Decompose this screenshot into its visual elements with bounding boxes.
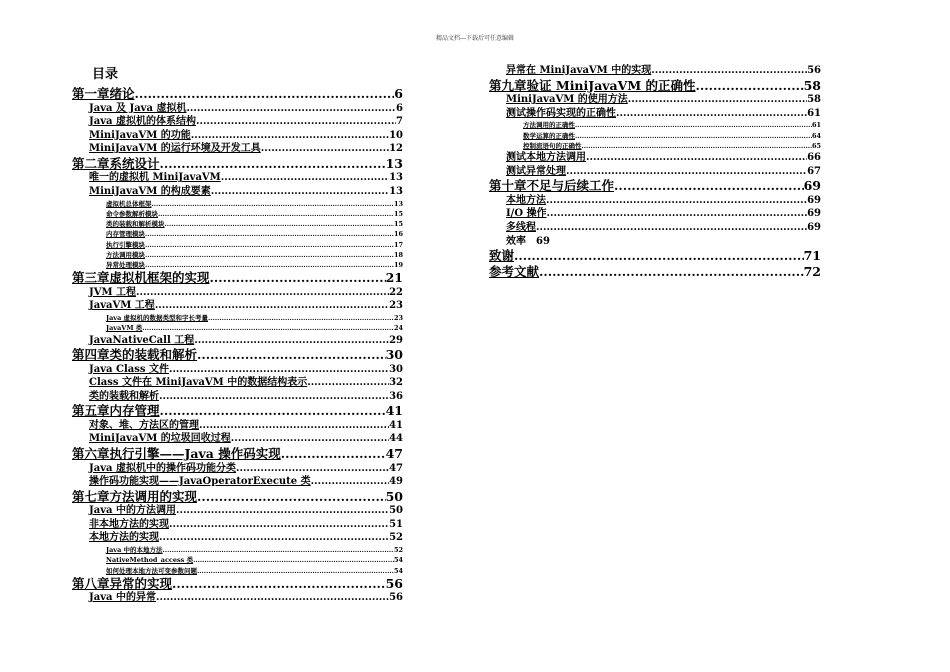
toc-entry-title: 方法调用的正确性 [523,121,575,130]
toc-chapter-link[interactable] [72,403,403,419]
toc-page-number: 58 [803,77,821,93]
toc-page-number: 16 [393,230,403,239]
toc-leader-dots [696,78,804,94]
toc-leader-dots [211,185,389,199]
toc-entry-title: 测试操作码实现的正确性 [506,107,616,119]
toc-section-link[interactable] [72,591,403,605]
toc-entry-title: Java 中的本地方法 [106,546,163,555]
toc-entry-title: 对象、堆、方法区的管理 [89,419,199,431]
toc-leader-dots [169,518,389,532]
toc-entry-title: Java 中的方法调用 [89,505,176,517]
toc-entry-title: 唯一的虚拟机 MiniJavaVM [89,172,221,184]
toc-leader-dots [547,207,808,221]
toc-entry-title: 控制流语句的正确性 [523,141,582,150]
toc-leader-dots [172,576,386,592]
toc-subsection-link[interactable] [72,209,403,219]
toc-leader-dots [186,102,396,116]
toc-leader-dots [546,194,807,208]
toc-section-link[interactable] [72,518,403,532]
toc-subsection-link[interactable] [72,566,403,576]
toc-section-link[interactable] [72,462,403,476]
toc-section-link[interactable] [489,221,821,235]
toc-chapter-link[interactable] [72,347,403,363]
toc-entry-title: 操作码功能实现——JavaOperatorExecute 类 [89,476,311,488]
toc-right-column [489,64,821,279]
toc-page-number: 15 [393,220,403,229]
toc-chapter-link[interactable] [72,270,403,286]
toc-entry-title: MiniJavaVM 的构成要素 [89,185,211,197]
toc-leader-dots [586,151,807,165]
toc-subsection-link[interactable] [72,199,403,209]
toc-page-number: 71 [803,248,821,264]
toc-entry-title: 如何处理本地方法可变参数问题 [106,566,197,575]
toc-subsection-link[interactable] [72,229,403,239]
toc-leader-dots [651,64,807,78]
toc-leader-dots [163,545,394,555]
toc-leader-dots [197,489,386,505]
toc-entry-title: Java 虚拟机的体系结构 [89,116,196,128]
toc-leader-dots [196,115,396,129]
toc-leader-dots [261,142,389,156]
toc-subsection-link[interactable] [72,313,403,323]
toc-chapter-link[interactable] [489,78,821,94]
toc-entry-title: Class 文件在 MiniJavaVM 中的数据结构表示 [89,377,308,389]
toc-page-number: 47 [389,462,403,474]
toc-entry-title: 第八章异常的实现 [72,575,173,591]
toc-leader-dots [236,462,389,476]
toc-leader-dots [145,260,394,270]
toc-leader-dots [616,107,807,121]
toc-entry-title: 类的装载和解析模块 [106,220,165,229]
toc-leader-dots [575,131,812,141]
toc-page-number: 69 [807,208,821,220]
toc-page-number: 69 [807,221,821,233]
toc-section-link[interactable] [489,107,821,121]
toc-leader-dots [165,219,394,229]
toc-page-number: 69 [807,194,821,206]
toc-entry-title: 第三章虚拟机框架的实现 [72,270,210,286]
toc-page-number: 51 [389,518,403,530]
toc-leader-dots [514,248,804,264]
page-header-note: 精品文档---下载后可任意编辑 [435,35,515,42]
toc-leader-dots [199,419,389,433]
toc-section-link[interactable] [72,475,403,489]
toc-page-number: 12 [389,143,403,155]
toc-page-number: 61 [811,121,821,130]
toc-subsection-link[interactable] [489,141,821,151]
toc-entry-title: Java 及 Java 虚拟机 [89,102,187,114]
toc-section-link[interactable] [72,142,403,156]
toc-leader-dots [152,199,394,209]
toc-page-number: 52 [389,532,403,544]
toc-entry-title: 非本地方法的实现 [89,518,169,530]
toc-leader-dots [145,250,394,260]
toc-leader-dots [582,141,812,151]
toc-section-link[interactable] [489,194,821,208]
toc-section-link[interactable] [72,286,403,300]
toc-leader-dots [160,156,386,172]
toc-page-number: 24 [393,324,403,333]
toc-leader-dots [628,93,807,107]
toc-page-number: 13 [393,199,403,208]
toc-entry-title: 第一章绪论 [72,86,135,101]
toc-leader-dots [307,376,389,390]
toc-leader-dots [145,229,394,239]
toc-page-number: 15 [393,209,403,218]
toc-leader-dots [135,86,395,102]
toc-page-number: 56 [807,65,821,76]
toc-entry-title: 内存管理模块 [106,230,145,239]
toc-section-link[interactable] [489,207,821,221]
toc-page-number: 44 [389,433,403,445]
toc-page-number: 6 [396,102,403,114]
toc-entry-title: 参考文献 [489,263,540,279]
toc-entry-title: I/O 操作 [506,208,547,220]
toc-leader-dots [159,390,389,404]
toc-entry-title: 本地方法 [506,194,546,206]
toc-entry-title: 本地方法的实现 [89,532,159,544]
toc-entry-title: 第七章方法调用的实现 [72,488,198,504]
toc-subsection-link[interactable] [72,219,403,229]
toc-entry-title: Java 虚拟机中的操作码功能分类 [89,462,236,474]
toc-chapter-link[interactable] [72,156,403,172]
toc-subsection-link[interactable] [489,131,821,141]
toc-leader-dots [566,165,807,179]
toc-page-number: 54 [393,556,403,565]
toc-page-number: 41 [385,403,403,419]
toc-page-number: 23 [389,300,403,312]
toc-entry-title: JVM 工程 [89,286,137,298]
toc-leader-dots [311,475,389,489]
toc-page-number: 67 [807,165,821,177]
toc-page-number: 65 [811,141,821,150]
toc-leader-dots [176,504,389,518]
toc-section-link[interactable] [72,129,403,143]
toc-page-number: 21 [385,270,403,286]
toc-chapter-link[interactable] [72,86,403,102]
toc-section-link[interactable] [72,531,403,545]
toc-entry-title: 第六章执行引擎——Java 操作码实现 [72,446,281,462]
toc-leader-dots [155,299,389,313]
toc-leader-dots [614,178,804,194]
toc-entry-title: 第二章系统设计 [72,155,160,171]
toc-entry-title: Java 中的异常 [89,592,156,604]
toc-leader-dots [160,403,386,419]
toc-page-number: 30 [385,347,403,363]
toc-entry-title: 执行引擎模块 [106,240,145,249]
toc-chapter-link[interactable] [489,178,821,194]
toc-entry-title: 第五章内存管理 [72,403,160,419]
toc-leader-dots [193,555,394,565]
toc-page-number: 58 [807,94,821,106]
toc-page-number: 69 [803,178,821,194]
toc-subsection-link[interactable] [72,555,403,565]
toc-left-column [72,86,403,605]
toc-leader-dots [536,221,807,235]
toc-chapter-link[interactable] [489,248,821,264]
toc-entry-title: JavaNativeCall 工程 [89,334,195,346]
toc-leader-dots [231,432,389,446]
toc-leader-dots [142,323,394,333]
toc-page-number: 13 [385,155,403,171]
toc-leader-dots [281,446,386,462]
toc-page-number: 50 [385,488,403,504]
toc-page-number: 13 [389,185,403,197]
toc-entry-title: MiniJavaVM 的垃圾回收过程 [89,433,231,445]
toc-page-number: 36 [389,390,403,402]
toc-page-number: 52 [393,546,403,555]
toc-entry-plain [489,235,821,249]
toc-leader-dots [145,240,394,250]
toc-section-link[interactable] [72,504,403,518]
toc-title: 目录 [92,67,119,82]
toc-section-link[interactable] [72,390,403,404]
toc-page-number: 6 [394,86,403,101]
toc-leader-dots [158,209,394,219]
toc-section-link[interactable] [72,115,403,129]
toc-page-number: 61 [807,107,821,119]
toc-page-number: 49 [389,476,403,488]
toc-section-link[interactable] [489,165,821,179]
toc-section-link[interactable] [489,151,821,165]
toc-chapter-link[interactable] [72,489,403,505]
toc-subsection-link[interactable] [72,260,403,270]
toc-leader-dots [136,286,389,300]
toc-entry-title: 第十章不足与后续工作 [489,178,615,194]
toc-leader-dots [210,270,386,286]
toc-page-number: 56 [389,592,403,604]
toc-entry-title: 虚拟机总体框架 [106,199,152,208]
toc-entry-title: JavaVM 工程 [89,300,155,312]
toc-page-number: 23 [393,314,403,322]
toc-section-link[interactable] [72,432,403,446]
toc-entry-title: 效率 [506,235,526,247]
toc-leader-dots [197,566,394,576]
toc-page-number: 10 [389,129,403,141]
toc-entry-title: 数学运算的正确性 [523,131,575,140]
toc-leader-dots [197,347,386,363]
toc-entry-title: 异常在 MiniJavaVM 中的实现 [506,65,652,76]
toc-section-link[interactable] [72,102,403,116]
toc-leader-dots [539,264,804,280]
toc-section-link[interactable] [72,419,403,433]
toc-subsection-link[interactable] [72,240,403,250]
toc-entry-title: 命令参数解析模块 [106,209,158,218]
toc-page-number: 22 [389,286,403,298]
toc-page-number: 30 [389,363,403,375]
toc-page-number: 54 [393,566,403,575]
toc-leader-dots [159,531,389,545]
toc-chapter-link[interactable] [489,264,821,280]
toc-page-number: 47 [385,446,403,462]
toc-leader-dots [221,171,389,185]
toc-leader-dots [156,591,389,605]
toc-entry-title: MiniJavaVM 的运行环境及开发工具 [89,143,261,155]
toc-section-link[interactable] [72,185,403,199]
toc-page-number: 19 [393,261,403,270]
toc-entry-title: 测试本地方法调用 [506,152,586,164]
toc-subsection-link[interactable] [489,120,821,130]
toc-page-number: 32 [389,377,403,389]
toc-leader-dots [575,120,812,130]
toc-entry-title: 测试异常处理 [506,165,566,177]
toc-subsection-link[interactable] [72,323,403,333]
toc-entry-title: Java Class 文件 [89,363,169,375]
toc-entry-title: 多线程 [506,221,536,233]
toc-page-number: 17 [393,240,403,249]
toc-section-link[interactable] [489,93,821,107]
toc-entry-title: 致谢 [489,248,515,264]
toc-entry-title: JavaVM 类 [106,324,143,333]
toc-entry-title: 方法调用模块 [106,250,145,259]
toc-leader-dots [194,334,389,348]
toc-section-link[interactable] [72,334,403,348]
toc-entry-title: MiniJavaVM 的功能 [89,129,191,141]
toc-entry-title: MiniJavaVM 的使用方法 [506,94,628,106]
toc-section-link[interactable] [72,376,403,390]
toc-page-number: 64 [811,131,821,140]
toc-leader-dots [208,313,394,323]
toc-entry-title: Java 虚拟机的数据类型和字长考量 [106,314,209,322]
toc-page-number: 29 [389,334,403,346]
toc-section-link[interactable] [72,299,403,313]
toc-page-number: 72 [803,263,821,279]
toc-leader-dots [169,363,389,377]
toc-page-number: 18 [393,250,403,259]
toc-page-number: 13 [389,172,403,184]
toc-leader-dots [191,129,389,143]
toc-entry-title: 类的装载和解析 [89,390,159,402]
toc-entry-title: 第四章类的装载和解析 [72,347,198,363]
toc-section-link[interactable] [489,64,821,78]
toc-page-number: 41 [389,419,403,431]
toc-section-link[interactable] [72,363,403,377]
toc-entry-title: 第九章验证 MiniJavaVM 的正确性 [489,77,696,93]
toc-page-number: 50 [389,505,403,517]
toc-entry-title: NativeMethod_access 类 [106,556,194,565]
toc-subsection-link[interactable] [72,250,403,260]
toc-chapter-link[interactable] [72,446,403,462]
toc-subsection-link[interactable] [72,545,403,555]
toc-section-link[interactable] [72,171,403,185]
toc-page-number: 56 [385,575,403,591]
toc-page-number: 69 [536,235,550,247]
toc-page-number: 7 [396,116,403,128]
toc-page-number: 66 [807,152,821,164]
toc-chapter-link[interactable] [72,576,403,592]
toc-entry-title: 异常处理模块 [106,261,145,270]
